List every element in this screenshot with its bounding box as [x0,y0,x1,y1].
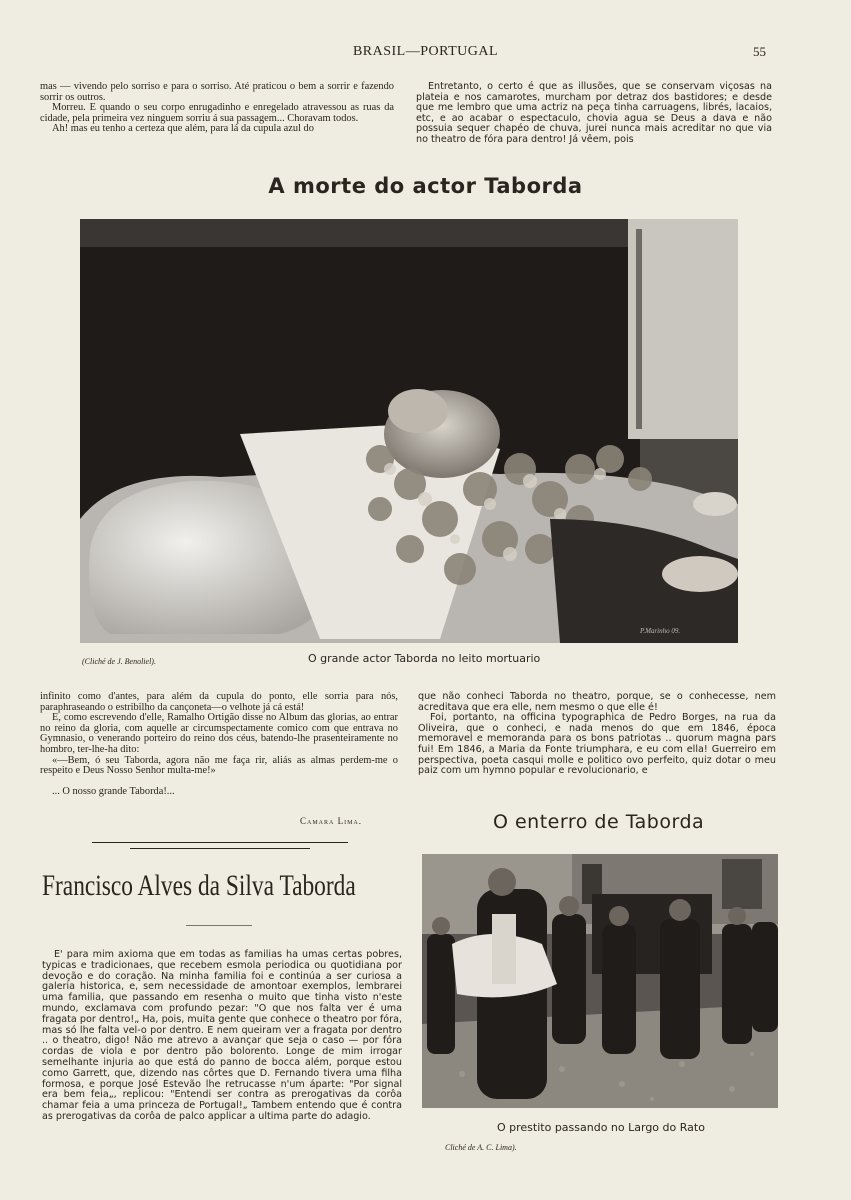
photo-caption: O prestito passando no Largo do Rato [497,1121,705,1134]
running-header: BRASIL—PORTUGAL [352,44,499,59]
article-title: A morte do actor Taborda [268,174,583,198]
article-title: Francisco Alves da Silva Taborda [42,869,356,902]
divider [186,925,252,926]
paragraph: Foi, portanto, na officina typographica de Pedro Borges, na rua da Oliveira, que o conheci, e nada menos do que em 1846, época memoravel e memoranda para os bons patriotas .. quorum magna pars fui! Em 1846, a Maria da Fonte triumphara, e eu com ella! Guerreiro em perspectiva, poeta casqui molle e politico ovo perfeito, quiz dotar o meu paiz com um hymno popular e revolucionario, e [418,712,776,777]
paragraph: E' para mim axioma que em todas as familias ha umas certas pobres, typicas e tradicionaes, que recebem esmola periodica ou quotidiana por devoção e do coração. Na minha familia foi e continúa a ser curiosa a galeria historica, e, sem necessidade de amontoar exemplos, lembrarei uma familia, que passando em resenha o muito que tinha visto n'este mundo, exclamava com profundo pezar: "O que nos falta ver é uma fragata por dentro!„ Ha, pois, muita gente que conhece o theatro por fóra, mas só lhe falta vel-o por dentro. E nem queiram ver a fragata por dentro .. o theatro, digo! Não me atrevo a avançar que seja o caso — por fóra cordas de viola e por dentro pão bolorento. Longe de mim irrogar semelhante injuria ao que está do panno de bocca além, porque estou como Garrett, que, dizendo nas côrtes que D. Fernando tivera uma filha formosa, e porque José Estevão lhe retrucasse n'um áparte: "Por signal era bem feia„, replicou: "Entendi ser contra as prerogativas da corôa chamar feia a uma princeza de Portugal!„ Tambem entendo que é contra as prerogativas da corôa de palco applicar a ultima parte do adagio. [42,949,402,1122]
paragraph: que não conheci Taborda no theatro, porque, se o conhecesse, nem acreditava que era elle, nem mesmo o que elle é! [418,691,776,713]
photo-credit: (Cliché de J. Benoliel). [82,657,156,666]
paragraph: infinito como d'antes, para além da cupula do ponto, elle sorria para nós, paraphraseando o estribilho da cançoneta—o velhote já cá está! [40,691,398,713]
article-title: O enterro de Taborda [493,811,705,833]
paragraph: ... O nosso grande Taborda!... [52,785,175,797]
article2-body [42,950,402,1123]
paragraph: E, como escrevendo d'elle, Ramalho Ortigão disse no Album das glorias, ao entrar no reino da gloria, com aquelle ar circumspectamente comico com que entrava no Gymnasio, o venerando porteiro do reino dos céus, batendo-lhe prasenteiramente no hombro, ter-lhe-ha dito: [40,712,398,755]
paragraph: Entretanto, o certo é que as illusões, que se conservam viçosas na plateia e nos camarotes, murcham por detraz dos bastidores; e desde que me lembro que uma actriz na peça tinha carruagens, librés, lacaios, etc, e ao acabar o espectaculo, chovia agua se Deus a dava e não possuia sequer chapéo de chuva, jurei nunca mais acreditar no que via no theatro de fóra para dentro! Já vêem, pois [416,81,772,145]
divider [130,848,310,849]
paragraph: Ah! mas eu tenho a certeza que além, para lá da cupula azul do [52,123,314,135]
photo-signature: P.Marinho 09. [640,627,681,635]
article1-left-column [40,692,398,797]
photo-caption: O grande actor Taborda no leito mortuario [308,652,541,665]
top-right-column [416,82,772,146]
paragraph: Morreu. E quando o seu corpo enrugadinho e enregelado atravessou as ruas da cidade, pela primeira vez ninguem sorriu á sua passagem... Choravam todos. [40,102,394,124]
deathbed-photo [80,219,738,643]
paragraph: mas — vivendo pelo sorriso e para o sorriso. Até praticou o bem a sorrir e fazendo sorrir os outros. [40,81,394,103]
funeral-photo [422,854,778,1108]
top-left-column [40,82,394,135]
deathbed-illustration [80,219,738,643]
photo-credit: Cliché de A. C. Lima). [445,1143,517,1152]
divider [92,842,348,843]
author-signature: Camara Lima. [300,816,363,826]
funeral-illustration [422,854,778,1108]
paragraph: «—Bem, ó seu Taborda, agora não me faça rir, aliás as almas perdem-me o respeito e Deus Nosso Senhor multa-me!» [40,754,398,777]
page-number: 55 [753,44,766,59]
right-middle-column [418,692,776,777]
